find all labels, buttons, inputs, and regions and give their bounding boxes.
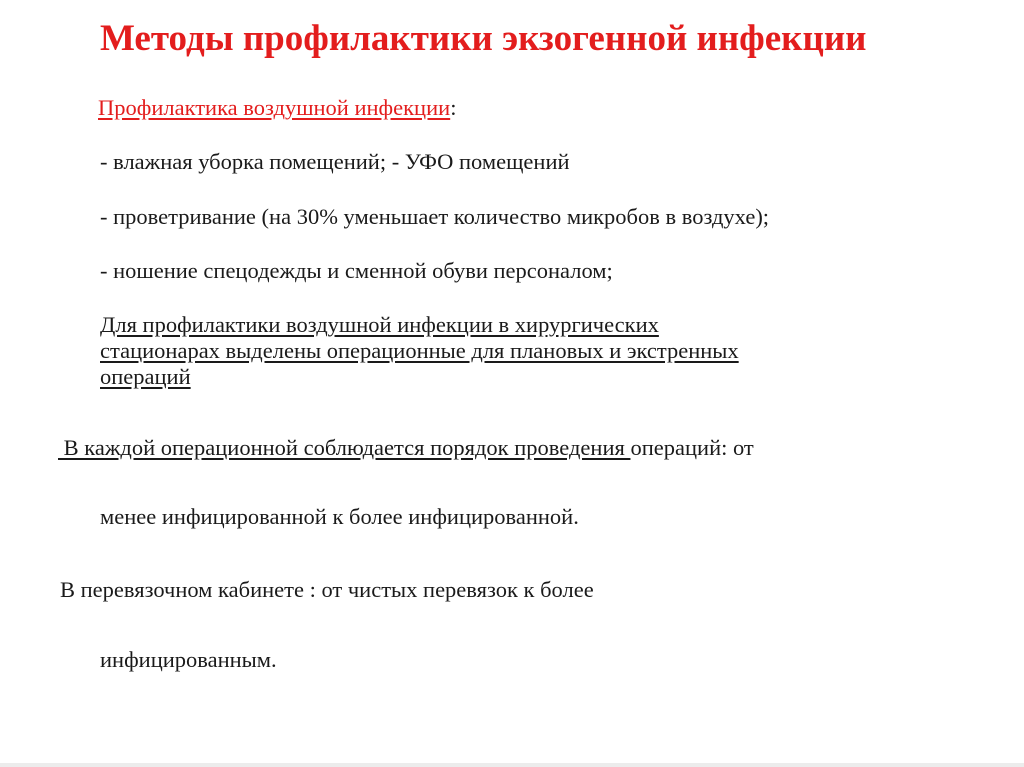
section-heading-colon: : — [450, 95, 457, 120]
operating-room-order-rest: операций: от — [630, 435, 754, 460]
dressing-room-order-continued: инфицированным. — [100, 647, 277, 672]
section-heading-row — [98, 95, 456, 121]
bullet-special-clothing: - ношение спецодежды и сменной обуви персоналом; — [100, 258, 613, 283]
operating-room-order — [58, 435, 754, 461]
bullet-ventilation: - проветривание (на 30% уменьшает количество микробов в воздухе); — [100, 204, 770, 229]
section-heading: Профилактика воздушной инфекции — [98, 95, 451, 120]
note-line: Для профилактики воздушной инфекции в хирургических — [100, 312, 659, 337]
operating-room-order-underlined: В каждой операционной соблюдается порядок проведения — [58, 435, 631, 460]
note-line: стационарах выделены операционные для плановых и экстренных — [100, 338, 739, 363]
operating-rooms-note — [100, 312, 940, 390]
slide-bottom-edge — [0, 763, 1024, 767]
note-line: операций — [100, 364, 191, 389]
bullet-wet-cleaning: - влажная уборка помещений; - УФО помещений — [100, 149, 570, 174]
operating-room-order-continued: менее инфицированной к более инфицированной. — [100, 504, 579, 529]
slide-title: Методы профилактики экзогенной инфекции — [100, 18, 867, 59]
dressing-room-order: В перевязочном кабинете : от чистых перевязок к более — [60, 577, 594, 602]
